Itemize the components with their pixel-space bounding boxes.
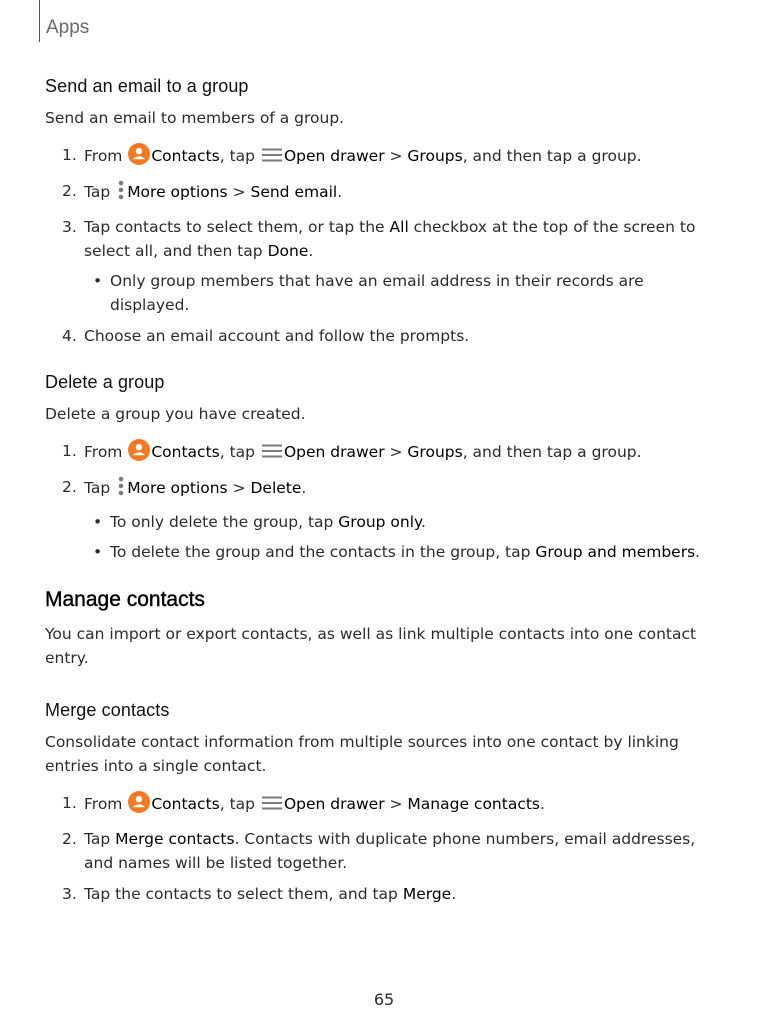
hamburger-menu-icon xyxy=(261,793,283,820)
step-item xyxy=(45,791,717,820)
intro-delete-group: Delete a group you have created. xyxy=(45,405,306,423)
bullet-text: . xyxy=(421,513,426,531)
step-text: Tap xyxy=(84,183,111,201)
section-send-email xyxy=(45,76,717,348)
step-text: > xyxy=(227,183,251,201)
step-number: 1. xyxy=(62,794,77,812)
step-text: From xyxy=(84,147,123,165)
step-number: 3. xyxy=(62,885,77,903)
sub-bullets xyxy=(84,510,717,564)
bullet-text: To only delete the group, tap xyxy=(110,513,339,531)
step-bold-text: Contacts xyxy=(151,147,220,165)
bullet-mark: • xyxy=(93,513,103,531)
step-bold-text: Groups xyxy=(407,443,463,461)
step-text: , tap xyxy=(219,795,256,813)
step-number: 3. xyxy=(62,218,77,236)
steps-merge-contacts xyxy=(45,791,717,906)
step-text: . xyxy=(337,183,343,201)
step-text: , tap xyxy=(219,147,256,165)
step-text: From xyxy=(84,795,123,813)
step-text: , tap xyxy=(219,443,256,461)
step-text: > xyxy=(384,147,408,165)
step-item xyxy=(45,882,717,906)
step-text: . xyxy=(301,479,307,497)
bullet-mark: • xyxy=(93,272,103,290)
section-delete-group xyxy=(45,372,717,564)
hamburger-menu-icon xyxy=(261,441,283,468)
step-text: > xyxy=(227,479,251,497)
bullet-item xyxy=(84,269,717,317)
step-text: checkbox at the top of the screen to select all, and then tap xyxy=(84,218,696,260)
step-bold-text: Contacts xyxy=(151,795,220,813)
header-title: Apps xyxy=(46,17,90,38)
step-bold-text: Send email xyxy=(250,183,338,201)
steps-send-email xyxy=(45,143,717,348)
step-text: , and then tap a group. xyxy=(462,443,642,461)
step-bold-text: Delete xyxy=(250,479,302,497)
step-item xyxy=(45,475,717,564)
spacer xyxy=(45,571,717,588)
contacts-app-icon xyxy=(128,143,150,172)
steps-delete-group xyxy=(45,439,717,564)
bullet-text: Only group members that have an email address in their records are displayed. xyxy=(110,272,644,314)
step-text: Tap xyxy=(84,830,116,848)
step-bold-text: Done xyxy=(267,242,309,260)
step-text: Tap the contacts to select them, and tap xyxy=(84,885,403,903)
step-bold-text: All xyxy=(389,218,409,236)
contacts-app-icon xyxy=(128,439,150,468)
step-text: , and then tap a group. xyxy=(462,147,642,165)
step-bold-text: Merge xyxy=(402,885,452,903)
bullet-mark: • xyxy=(93,543,103,561)
step-item xyxy=(45,215,717,317)
intro-send-email: Send an email to members of a group. xyxy=(45,109,345,127)
more-options-vertical-icon xyxy=(116,475,126,504)
bullet-text: To delete the group and the contacts in the group, tap xyxy=(110,543,536,561)
step-bold-text: More options xyxy=(127,183,228,201)
section-manage-contacts xyxy=(45,588,717,670)
step-number: 2. xyxy=(62,478,77,496)
bullet-item xyxy=(84,540,717,564)
step-text: From xyxy=(84,443,123,461)
step-bold-text: Open drawer xyxy=(283,795,385,813)
step-text: Choose an email account and follow the prompts. xyxy=(84,327,470,345)
bullet-text: . xyxy=(695,543,701,561)
step-text: . xyxy=(308,242,314,260)
step-number: 2. xyxy=(62,182,77,200)
spacer xyxy=(45,355,717,372)
step-bold-text: Open drawer xyxy=(283,443,385,461)
step-item xyxy=(45,827,717,875)
intro-merge-contacts: Consolidate contact information from multiple sources into one contact by linking entries into a single contact. xyxy=(45,733,679,775)
step-text: . xyxy=(451,885,457,903)
step-bold-text: Contacts xyxy=(151,443,220,461)
step-text: Tap xyxy=(84,479,111,497)
step-bold-text: Manage contacts xyxy=(407,795,540,813)
page-content xyxy=(45,76,717,913)
step-item xyxy=(45,179,717,208)
step-bold-text: Merge contacts xyxy=(115,830,235,848)
bullet-bold-text: Group and members xyxy=(535,543,696,561)
step-item xyxy=(45,324,717,348)
step-text: Tap contacts to select them, or tap the xyxy=(84,218,390,236)
heading-manage-contacts: Manage contacts xyxy=(45,588,205,611)
contacts-app-icon xyxy=(128,791,150,820)
step-text: > xyxy=(384,795,408,813)
spacer xyxy=(45,683,717,700)
step-item xyxy=(45,143,717,172)
step-text: . xyxy=(540,795,545,813)
page-number: 65 xyxy=(373,990,395,1009)
bullet-item xyxy=(84,510,717,534)
step-bold-text: Groups xyxy=(407,147,463,165)
step-text: > xyxy=(384,443,408,461)
step-number: 2. xyxy=(62,830,77,848)
step-text: . Contacts with duplicate phone numbers, email addresses, and names will be listed together. xyxy=(84,830,696,872)
hamburger-menu-icon xyxy=(261,145,283,172)
header-rule xyxy=(39,0,40,42)
heading-merge-contacts: Merge contacts xyxy=(45,700,170,720)
bullet-bold-text: Group only xyxy=(338,513,421,531)
step-bold-text: More options xyxy=(127,479,228,497)
sub-bullets xyxy=(84,269,717,317)
more-options-vertical-icon xyxy=(116,179,126,208)
step-item xyxy=(45,439,717,468)
step-number: 1. xyxy=(62,146,77,164)
section-merge-contacts xyxy=(45,700,717,906)
heading-send-email: Send an email to a group xyxy=(45,76,249,96)
heading-delete-group: Delete a group xyxy=(45,372,165,392)
step-number: 4. xyxy=(62,327,77,345)
intro-manage-contacts: You can import or export contacts, as well as link multiple contacts into one contact entry. xyxy=(45,625,697,667)
step-number: 1. xyxy=(62,442,77,460)
step-bold-text: Open drawer xyxy=(283,147,385,165)
